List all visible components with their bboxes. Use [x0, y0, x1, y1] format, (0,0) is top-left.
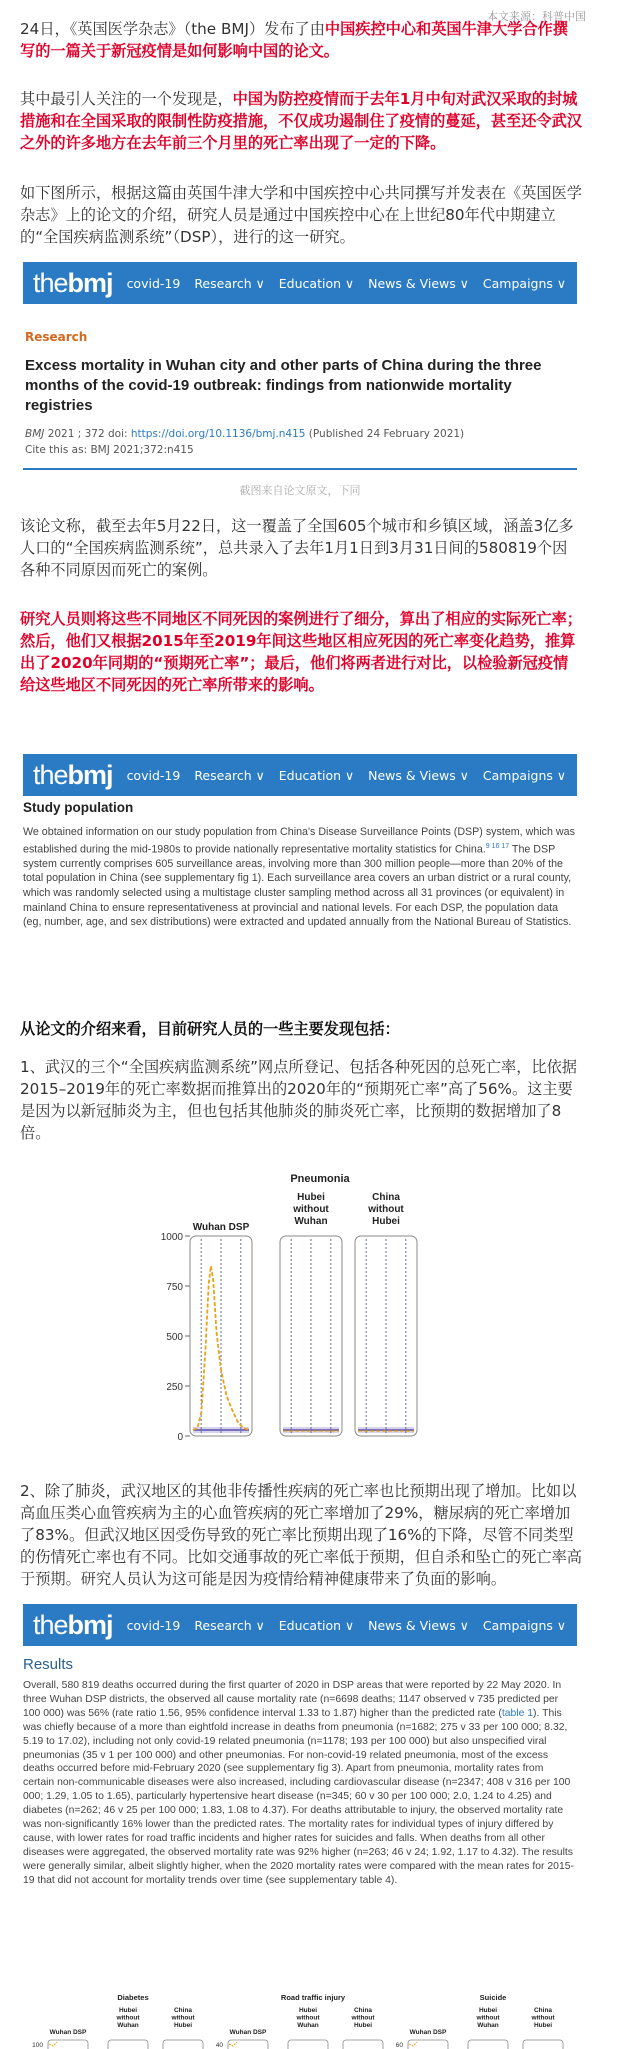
- nav-news-views[interactable]: News & Views ∨: [368, 767, 469, 783]
- panel-label: Wuhan DSP: [229, 2029, 267, 2036]
- panel-label: without: [296, 2014, 320, 2022]
- bmj-nav: [127, 768, 633, 783]
- bmj-logo[interactable]: thebmj: [33, 267, 113, 298]
- reference-links[interactable]: 9 16 17: [485, 842, 510, 850]
- nav-jobs[interactable]: Jobs ∨: [580, 275, 619, 291]
- panel-label: without: [476, 2014, 500, 2022]
- y-tick-label: 100: [32, 2042, 43, 2049]
- y-tick-label: 1000: [160, 1232, 183, 1243]
- findings-intro: 从论文的介绍来看，目前研究人员的一些主要发现包括：: [20, 1020, 400, 1038]
- nav-education[interactable]: Education ∨: [278, 275, 355, 291]
- data-paragraph: 该论文称，截至去年5月22日，这一覆盖了全国605个城市和乡镇区域，涵盖3亿多人口的“全国疾病监测系统”，总共录入了去年1月1日到3月31日间的580819个因各种不同原因而死亡的案例。: [20, 517, 574, 579]
- analysis-paragraph: 研究人员则将这些不同地区不同死因的案例进行了细分，算出了相应的实际死亡率；然后，他们又根据2015年至2019年间这些地区相应死因的死亡率变化趋势，推算出了2020年同期的“预期死亡率”；最后，他们将两者进行对比，以检验新冠疫情给这些地区不同死因的死亡率所带来的影响。: [20, 610, 582, 694]
- y-tick-label: 750: [166, 1282, 183, 1293]
- panel-frame: [343, 2040, 383, 2049]
- table-1-link[interactable]: table 1: [501, 1707, 534, 1719]
- panel-frame: [288, 2040, 328, 2049]
- nav-campaigns[interactable]: Campaigns ∨: [482, 767, 567, 783]
- nav-covid19[interactable]: covid-19: [126, 1617, 181, 1633]
- results-text: Overall, 580 819 deaths occurred during the first quarter of 2020 in DSP areas that were reported by 22 May 2020. In three Wuhan DSP districts, the observed all cause mortality rate (n=6698 deaths; 1147 observed v 735 predicted per 100 000) was 56% (rate ratio 1.56, 95% confidence interval 1.33 to 1.87) higher than the predicted rate (table 1). This was chiefly because of a more than eightfold increase in deaths from pneumonia (n=1682; 275 v 33 per 100 000; 8.32, 5.19 to 17.02), including not only covid-19 related pneumonia (n=1178; 193 per 100 000) but also unspecified viral pneumonias (35 v 1 per 100 000) and other pneumonias. For non-covid-19 related pneumonia, most of the excess deaths occurred before mid-February 2020 (see supplementary fig 3). Apart from pneumonia, mortality rates from certain non-communicable diseases were also increased, including cardiovascular disease (n=2347; 408 v 316 per 100 000; 1.29, 1.05 to 1.65), particularly hypertensive heart disease (n=345; 60 v 30 per 100 000; 2.0, 1.24 to 4.25) and diabetes (n=262; 46 v 25 per 100 000; 1.83, 1.08 to 4.37). For deaths attributable to injury, the observed mortality rate was non-significantly 16% lower than the predicted rates. The mortality rates for individual types of injury differed by cause, with lower rates for road traffic incidents and higher rates for suicides and falls. When deaths from all other diseases were aggregated, the observed mortality rate was 92% higher (n=263; 46 v 24; 1.92, 1.17 to 4.32). The results were generally similar, albeit slightly higher, when the 2020 mortality rates were compared with the mean rates for 2015-19 that did not account for mortality trends over time (see supplementary table 4).: [23, 1680, 574, 1886]
- citation: BMJ 2021 ; 372 doi: https://doi.org/10.1136/bmj.n415 (Published 24 February 2021) Cite this as: BMJ 2021;372:n415: [25, 428, 465, 456]
- source-note: 本文来源：科普中国: [487, 10, 586, 23]
- panel-label: without: [171, 2014, 195, 2022]
- observed-line: [49, 2042, 57, 2046]
- pneumonia-chart: [150, 1168, 450, 1458]
- panel-label: Wuhan DSP: [409, 2029, 447, 2036]
- panel-label: China: [372, 1192, 400, 1203]
- finding-paragraph: [20, 88, 582, 154]
- nav-news-views[interactable]: News & Views ∨: [368, 275, 469, 291]
- bmj-header: [23, 754, 619, 796]
- panel-frame: [108, 2040, 148, 2049]
- panel-label: Wuhan: [297, 2022, 319, 2029]
- nav-research[interactable]: Research ∨: [194, 275, 265, 291]
- observed-line: [409, 2042, 417, 2046]
- nav-jobs[interactable]: Jobs ∨: [580, 1617, 619, 1633]
- study-population-text: We obtained information on our study population from China's Disease Surveillance Points (DSP) system, which was established during the mid-1980s to provide nationally representative mortality statistics for China.$^{9 16 17}$ The DSP system currently comprises 605 surveillance areas, involving more than 300 million people—more than 20% of the total population in China (see supplementary fig 1). Each surveillance area covers an urban district or a rural county, which was randomly selected using a multistage cluster sampling method across all 31 provinces (or equivalent) in mainland China to ensure representativeness at provincial and national levels. For each DSP, the population data (eg, number, age, and sex distributions) were extracted and updated annually from the National Bureau of Statistics.: [23, 826, 575, 929]
- y-tick-label: 500: [166, 1332, 183, 1343]
- nav-covid19[interactable]: covid-19: [126, 275, 181, 291]
- bmj-nav: [127, 1618, 633, 1633]
- panel-label: without: [116, 2014, 140, 2022]
- nav-news-views[interactable]: News & Views ∨: [368, 1617, 469, 1633]
- panel-label: Wuhan: [117, 2022, 139, 2029]
- observed-line: [229, 2042, 237, 2046]
- panel-label: Hubei: [478, 2007, 498, 2014]
- bmj-nav: [127, 276, 633, 291]
- panel-label: Wuhan: [477, 2022, 499, 2029]
- bmj-logo[interactable]: thebmj: [33, 759, 113, 790]
- method-paragraph: 如下图所示，根据这篇由英国牛津大学和中国疾控中心共同撰写并发表在《英国医学杂志》上的论文的介绍，研究人员是通过中国疾控中心在上世纪80年代中期建立的“全国疾病监测系统”（DSP），进行的这一研究。: [20, 184, 582, 246]
- y-tick-label: 0: [177, 1432, 183, 1443]
- group-title: Diabetes: [117, 1993, 149, 2002]
- panel-label: Wuhan DSP: [49, 2029, 87, 2036]
- intro-text: 24日，《英国医学杂志》（the BMJ）发布了由: [20, 20, 325, 38]
- panel-label: Hubei: [533, 2022, 553, 2029]
- panel-label: Hubei: [372, 1216, 400, 1227]
- finding-2-paragraph: 2、除了肺炎，武汉地区的其他非传播性疾病的死亡率也比预期出现了增加。比如以高血压类心血管疾病为主的心血管疾病的死亡率增加了29%，糖尿病的死亡率增加了83%。但武汉地区因受伤导致的死亡率比预期出现了16%的下降，尽管不同类型的伤情死亡率也有不同。比如交通事故的死亡率低于预期，但自杀和坠亡的死亡率高于预期。研究人员认为这可能是因为疫情给精神健康带来了负面的影响。: [20, 1482, 582, 1588]
- image-caption: 截图来自论文原文，下同: [239, 484, 361, 497]
- results-heading: Results: [23, 1656, 74, 1673]
- intro-highlight: 中国疾控中心和英国牛津大学合作撰写的一篇关于新冠疫情是如何影响中国的论文。: [20, 20, 568, 60]
- group-title: Road traffic injury: [280, 1993, 346, 2002]
- panel-label: Hubei: [118, 2007, 138, 2014]
- study-population-card: [23, 800, 577, 930]
- panel-label: China: [173, 2007, 193, 2014]
- nav-education[interactable]: Education ∨: [278, 767, 355, 783]
- panel-label: Hubei: [298, 2007, 318, 2014]
- cite-as: Cite this as: BMJ 2021;372:n415: [25, 444, 194, 456]
- bottom-charts: [23, 1990, 577, 2049]
- panel-label: Hubei: [297, 1192, 325, 1203]
- panel-label: Hubei: [173, 2022, 193, 2029]
- panel-label: Hubei: [353, 2022, 373, 2029]
- finding-highlight: 中国为防控疫情而于去年1月中旬对武汉采取的封城措施和在全国采取的限制性防疫措施，不仅成功遏制住了疫情的蔓延，甚至还令武汉之外的许多地方在去年前三个月里的死亡率出现了一定的下降。: [20, 90, 582, 152]
- nav-campaigns[interactable]: Campaigns ∨: [482, 1617, 567, 1633]
- finding-1-paragraph: 1、武汉的三个“全国疾病监测系统”网点所登记、包括各种死因的总死亡率，比依据2015–2019年的死亡率数据而推算出的2020年的“预期死亡率”高了56%。这主要是因为以新冠肺炎为主，但也包括其他肺炎的肺炎死亡率，比预期的数据增加了8倍。: [20, 1058, 577, 1142]
- nav-research[interactable]: Research ∨: [194, 767, 265, 783]
- panel-label: without: [531, 2014, 555, 2022]
- y-tick-label: 60: [395, 2042, 403, 2049]
- paper-card: [23, 330, 581, 458]
- panel-label: China: [353, 2007, 373, 2014]
- panel-label: China: [533, 2007, 553, 2014]
- paper-title[interactable]: Excess mortality in Wuhan city and other parts of China during the three months of the covid-19 outbreak: findings from nationwide mortality registries: [25, 357, 542, 414]
- panel-frame: [523, 2040, 563, 2049]
- nav-education[interactable]: Education ∨: [278, 1617, 355, 1633]
- intro-paragraph: [20, 18, 582, 62]
- panel-label: Wuhan DSP: [192, 1222, 250, 1233]
- panel-label: without: [293, 1204, 329, 1215]
- nav-covid19[interactable]: covid-19: [126, 767, 181, 783]
- section-heading: Study population: [23, 800, 134, 815]
- article-type-label: Research: [25, 330, 88, 344]
- bmj-header: [23, 262, 619, 304]
- finding-text: 其中最引人关注的一个发现是，: [20, 90, 233, 108]
- doi-link[interactable]: https://doi.org/10.1136/bmj.n415: [130, 428, 306, 440]
- bmj-header: [23, 1604, 619, 1646]
- panel-label: without: [351, 2014, 375, 2022]
- panel-label: without: [368, 1204, 404, 1215]
- panel-frame: [163, 2040, 203, 2049]
- bmj-logo[interactable]: thebmj: [33, 1609, 113, 1640]
- chart-title: Pneumonia: [290, 1173, 350, 1185]
- nav-jobs[interactable]: Jobs ∨: [580, 767, 619, 783]
- panel-frame: [468, 2040, 508, 2049]
- y-tick-label: 250: [166, 1382, 183, 1393]
- nav-research[interactable]: Research ∨: [194, 1617, 265, 1633]
- divider: [23, 468, 577, 470]
- journal-name: BMJ: [25, 428, 45, 440]
- nav-campaigns[interactable]: Campaigns ∨: [482, 275, 567, 291]
- group-title: Suicide: [479, 1993, 507, 2002]
- results-card: [23, 1656, 577, 1888]
- panel-label: Wuhan: [294, 1216, 328, 1227]
- y-tick-label: 40: [215, 2042, 223, 2049]
